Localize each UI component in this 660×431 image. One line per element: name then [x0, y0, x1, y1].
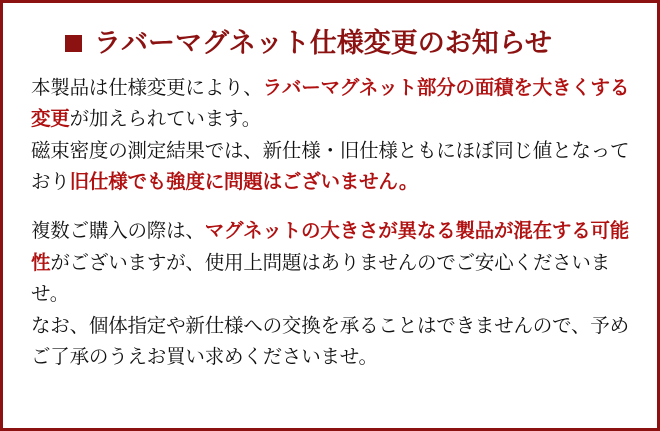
body-text: 本製品は仕様変更により、	[31, 76, 263, 99]
body-text: が加えられています。	[69, 108, 262, 131]
body-text: なお、個体指定や新仕様への交換を承ることはできませんので、予めご了承のうえお買い求めくださいませ。	[31, 314, 629, 369]
body-text: 磁束密度の測定結果では、新仕様・旧仕様ともにほぼ同じ値となっており	[31, 139, 630, 194]
page-title: ラバーマグネット仕様変更のお知らせ	[94, 28, 552, 58]
notice-body	[31, 73, 631, 374]
notice-title	[65, 29, 631, 59]
body-text: がございますが、使用上問題はありませんのでご安心くださいませ。	[31, 251, 611, 306]
paragraph-spacer	[31, 199, 631, 216]
notice-paragraph-4	[31, 311, 631, 374]
emphasis-text: マグネットの大きさが異なる製品が混在する可能性	[31, 220, 630, 274]
notice-paragraph-1	[31, 73, 631, 136]
notice-paragraph-3	[31, 216, 631, 311]
emphasis-text: 旧仕様でも強度に問題はございません。	[69, 171, 419, 194]
body-text: 複数ご購入の際は、	[31, 220, 205, 242]
notice-paragraph-2	[31, 136, 631, 199]
emphasis-text: ラバーマグネット部分の面積を大きくする変更	[31, 76, 630, 131]
square-bullet-icon	[65, 35, 82, 52]
